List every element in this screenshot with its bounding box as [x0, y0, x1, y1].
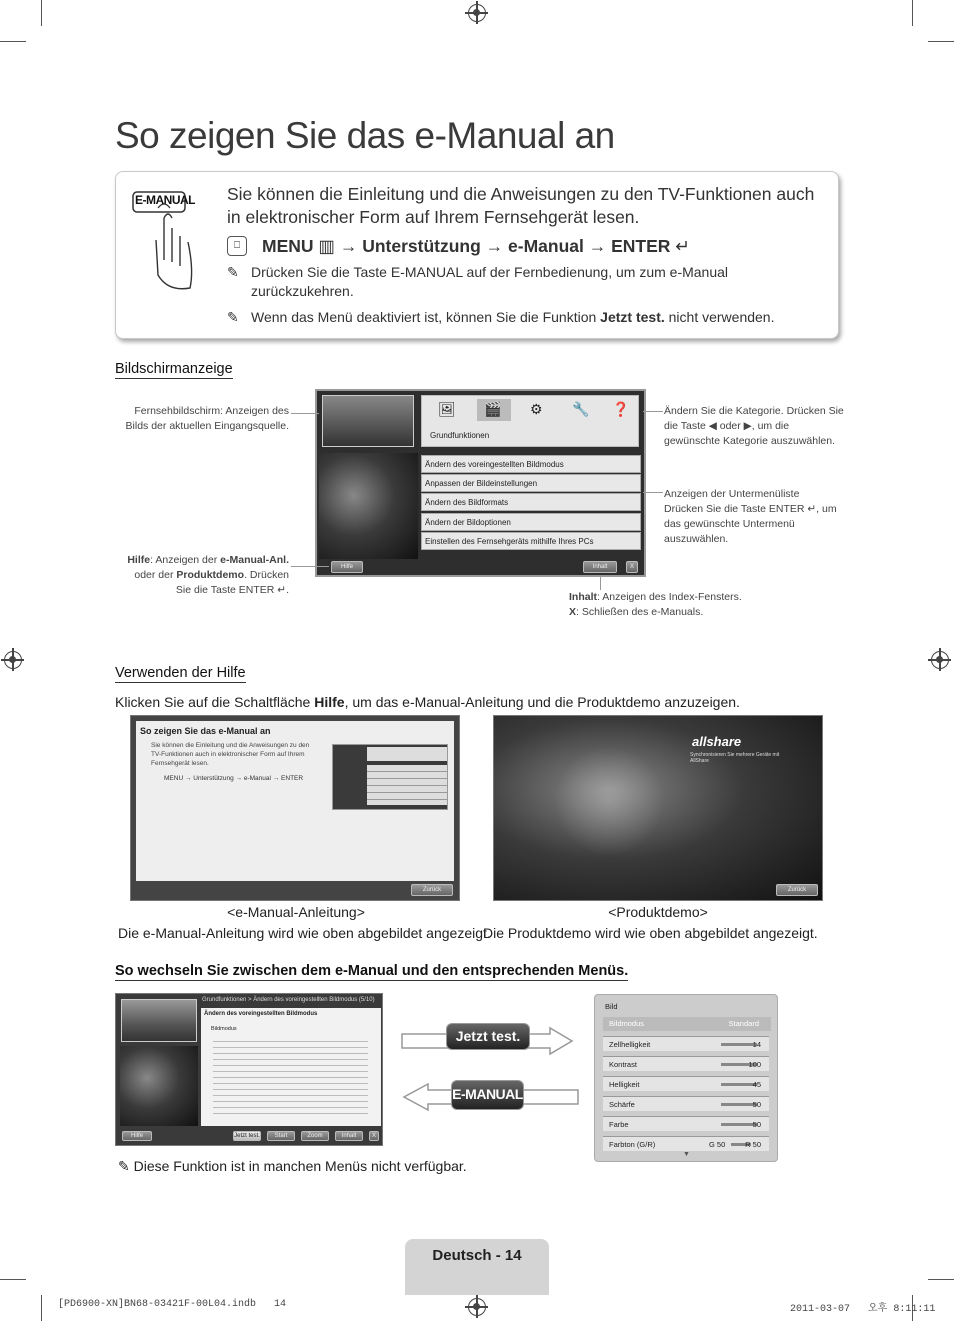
document-page: [201, 1008, 381, 1126]
registration-mark-icon: [931, 651, 949, 669]
help-intro-key: Hilfe: [314, 694, 345, 710]
menu-row-value: 50: [752, 1120, 761, 1129]
section-heading: So wechseln Sie zwischen dem e-Manual und den entsprechenden Menüs.: [115, 963, 629, 979]
caption-tutorial: <e-Manual-Anleitung>: [227, 904, 365, 920]
scroll-down-icon[interactable]: ▼: [683, 1151, 690, 1158]
note-2: [227, 308, 827, 327]
back-button[interactable]: Zurück: [411, 884, 453, 896]
tutorial-path: MENU → Unterstützung → e-Manual → ENTER: [164, 775, 304, 782]
intro-box: [115, 171, 839, 339]
crop-mark: [0, 1279, 26, 1280]
menu-row[interactable]: [603, 1116, 769, 1131]
breadcrumb: Grundfunktionen > Ändern des voreingestellten Bildmodus (5/10): [202, 997, 375, 1003]
product-demo-screen: [493, 715, 823, 901]
menu-path: [262, 236, 690, 257]
menu-row[interactable]: [603, 1096, 769, 1111]
menu-row-value: 50: [752, 1100, 761, 1109]
callout-submenu-line: Anzeigen der Untermenüliste: [664, 488, 800, 500]
pencil-icon: ✎: [227, 264, 239, 280]
leader-line: [600, 576, 601, 590]
thumb-list: [367, 765, 447, 805]
emanual-key: E-MANUAL: [451, 1080, 524, 1110]
page-title: So zeigen Sie das e-Manual an: [115, 115, 615, 156]
submenu-item[interactable]: Ändern des Bildformats: [421, 493, 641, 511]
crop-mark: [912, 0, 913, 26]
callout-key: X: [569, 606, 577, 618]
note-text: auf der Fernbedienung, um zum e-Manual zurückzukehren.: [251, 264, 729, 299]
availability-note-text: Diese Funktion ist in manchen Menüs nicht verfügbar.: [133, 1158, 467, 1174]
submenu-item[interactable]: Einstellen des Fernsehgeräts mithilfe Ihres PCs: [421, 532, 641, 550]
note-1: [227, 263, 827, 301]
crop-mark: [0, 41, 26, 42]
slider-bar: [721, 1123, 757, 1126]
tutorial-page: [136, 721, 454, 881]
crop-mark: [41, 0, 42, 26]
remote-icon: ⎕: [227, 236, 247, 256]
menu-row-selected[interactable]: [603, 1017, 771, 1031]
callout-tv: Fernsehbildschirm: Anzeigen des Bilds der aktuellen Eingangsquelle.: [125, 405, 289, 432]
leader-line: [291, 566, 329, 567]
menu-icon: ▥: [318, 236, 335, 256]
callout-text: Sie die Taste ENTER ↵.: [175, 584, 289, 596]
slider-bar: [721, 1103, 757, 1106]
menu-row[interactable]: [603, 1056, 769, 1071]
close-button[interactable]: X: [369, 1131, 379, 1141]
intro-text: Sie können die Einleitung und die Anweisungen zu den TV-Funktionen auch in elektronischer Form auf Ihrem Fernsehgerät lesen.: [227, 184, 815, 227]
background-art: [120, 1046, 198, 1126]
slider-bar: [721, 1043, 757, 1046]
callout-index: [569, 590, 789, 620]
note-text: Wenn das Menü deaktiviert ist, können Sie die Funktion: [251, 309, 601, 325]
menu-row[interactable]: [603, 1076, 769, 1091]
menu-row-value: R 50: [745, 1140, 761, 1149]
callout-text: : Anzeigen des Index-Fensters.: [597, 591, 742, 603]
page-number: Deutsch - 14: [432, 1247, 522, 1264]
callout-text: : Schließen des e-Manuals.: [576, 606, 704, 618]
help-intro: [115, 694, 740, 710]
emanual-page-screen: [115, 993, 383, 1146]
availability-note: [118, 1158, 467, 1175]
index-button[interactable]: Inhalt: [583, 561, 617, 573]
emanual-screen: [315, 389, 646, 577]
callout-category: Ändern Sie die Kategorie. Drücken Sie die Taste ◀ oder ▶, um die gewünschte Kategorie auszuwählen.: [664, 405, 844, 447]
menu-title: Bild: [605, 1002, 618, 1011]
category-label: Grundfunktionen: [430, 431, 490, 440]
callout-key: e-Manual-Anl.: [220, 554, 289, 566]
help-button[interactable]: Hilfe: [122, 1131, 152, 1141]
help-intro-text: Klicken Sie auf die Schaltfläche: [115, 694, 315, 710]
pencil-icon: ✎: [227, 309, 239, 325]
allshare-text: Synchronisieren Sie mehrere Geräte mit AllShare: [690, 752, 780, 764]
callout-key: Inhalt: [569, 591, 597, 603]
doc-item: Bildmodus: [211, 1026, 237, 1032]
try-now-button[interactable]: Jetzt test.: [234, 1133, 260, 1139]
print-date: 2011-03-07 오후 8:11:11: [790, 1304, 936, 1315]
tutorial-thumbnail: [332, 744, 448, 810]
print-file: [PD6900-XN]BN68-03421F-00L04.indb 14: [58, 1299, 287, 1310]
desc-demo: Die Produktdemo wird wie oben abgebildet angezeigt.: [483, 925, 818, 941]
crop-mark: [41, 1295, 42, 1321]
page-tab: [405, 1239, 549, 1295]
menu-row-value: 14: [752, 1040, 761, 1049]
tutorial-body: Sie können die Einleitung und die Anweisungen zu den TV-Funktionen auch in elektronischer Form auf Ihrem Fernsehgerät lesen.: [151, 742, 310, 767]
menu-row[interactable]: [603, 1036, 769, 1051]
menu-row-label: Bildmodus: [609, 1019, 645, 1028]
menu-row-value: 100: [748, 1060, 761, 1069]
category-bar: [421, 395, 639, 447]
tutorial-screen: [130, 715, 460, 901]
menu-row-value: 45: [752, 1080, 761, 1089]
callout-submenu: [664, 487, 844, 547]
category-icon[interactable]: 🔧: [572, 401, 590, 417]
caption-demo: <Produktdemo>: [608, 904, 708, 920]
help-button[interactable]: Hilfe: [331, 561, 363, 573]
thumb-bar: [367, 747, 447, 761]
submenu-item[interactable]: Ändern der Bildoptionen: [421, 513, 641, 531]
zoom-button[interactable]: Zoom: [301, 1131, 329, 1141]
note-text: nicht verwenden.: [664, 309, 775, 325]
picture-menu: [594, 994, 778, 1162]
menu-row-value: Standard: [728, 1019, 759, 1028]
section-heading: Bildschirmanzeige: [115, 361, 233, 377]
tv-preview: [322, 395, 414, 447]
note-text: Drücken Sie die Taste: [251, 264, 391, 280]
background-art: [319, 453, 418, 559]
menu-label: MENU: [262, 236, 314, 256]
note-key: Jetzt test.: [600, 309, 665, 325]
registration-mark-icon: [4, 651, 22, 669]
desc-tutorial: Die e-Manual-Anleitung wird wie oben abgebildet angezeigt.: [118, 925, 491, 941]
leader-line: [291, 413, 319, 414]
callout-key: Hilfe: [127, 554, 151, 566]
doc-text-lines: [213, 1036, 368, 1116]
callout-text: . Drücken: [244, 569, 289, 581]
menu-row-label: Farbe: [609, 1120, 629, 1129]
submenu-item[interactable]: Anpassen der Bildeinstellungen: [421, 474, 641, 492]
menu-row-label: Zellhelligkeit: [609, 1040, 651, 1049]
category-icon[interactable]: 🎬: [484, 401, 502, 417]
category-icon[interactable]: ⚙: [530, 401, 543, 417]
close-button[interactable]: X: [626, 561, 638, 573]
leader-line: [643, 492, 663, 493]
help-intro-text: , um das e-Manual-Anleitung und die Produktdemo anzuzeigen.: [344, 694, 740, 710]
index-button[interactable]: Inhalt: [335, 1131, 363, 1141]
callout-text: : Anzeigen der: [150, 554, 221, 566]
registration-mark-icon: [468, 1298, 486, 1316]
menu-row-label: Kontrast: [609, 1060, 637, 1069]
callout-text: oder der: [134, 569, 177, 581]
callout-submenu-line: Drücken Sie die Taste ENTER ↵, um das gewünschte Untermenü auszuwählen.: [664, 503, 837, 545]
menu-row-label: Schärfe: [609, 1100, 635, 1109]
glow-art: [554, 746, 664, 856]
submenu-item[interactable]: Ändern des voreingestellten Bildmodus: [421, 455, 641, 473]
menu-row-label: Farbton (G/R): [609, 1140, 656, 1149]
enter-icon: ↵: [675, 236, 690, 256]
note-key: E-MANUAL: [390, 264, 463, 280]
crop-mark: [928, 1279, 954, 1280]
home-button[interactable]: Start: [267, 1131, 295, 1141]
section-heading: Verwenden der Hilfe: [115, 665, 246, 681]
callout-key: Produktdemo: [176, 569, 245, 581]
registration-mark-icon: [468, 4, 486, 22]
leader-line: [643, 411, 663, 412]
menu-row[interactable]: [603, 1136, 769, 1151]
slider-bar: [721, 1083, 757, 1086]
menu-row-label: Helligkeit: [609, 1080, 640, 1089]
crop-mark: [928, 41, 954, 42]
menu-path-text: → Unterstützung → e-Manual → ENTER: [339, 236, 671, 256]
pencil-icon: ✎: [118, 1158, 130, 1174]
tutorial-title: So zeigen Sie das e-Manual an: [140, 726, 271, 736]
callout-help: [117, 553, 289, 598]
emanual-badge: E-MANUAL: [135, 193, 195, 207]
category-icon[interactable]: 🖼: [438, 401, 456, 417]
doc-title: Ändern des voreingestellten Bildmodus: [204, 1011, 318, 1017]
menu-row-value: G 50: [709, 1140, 726, 1149]
category-icon[interactable]: ❓: [612, 401, 630, 417]
tv-preview: [121, 999, 197, 1042]
try-now-key: Jetzt test.: [446, 1023, 530, 1050]
back-button[interactable]: Zurück: [776, 884, 818, 896]
allshare-logo: allshare: [692, 734, 742, 749]
